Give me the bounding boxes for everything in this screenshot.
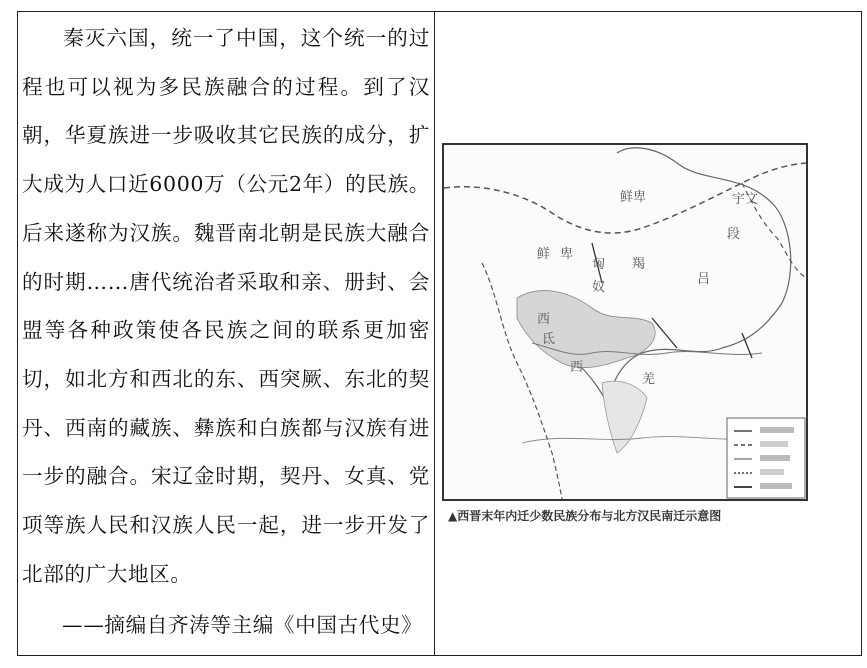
map-label: 羌 [642,372,656,387]
passage-text: 秦灭六国，统一了中国，这个统一的过程也可以视为多民族融合的过程。到了汉朝，华夏族进一步吸收其它民族的成分，扩大成为人口近6000万（公元2年）的民族。后来遂称为汉族。魏晋南北朝是民族大融合的时期……唐代统治者采取和亲、册封、会盟等各种政策使各民族之间的联系更加密切，如北方和西北的东、西突厥、东北的契丹、西南的藏族、彝族和白族都与汉族有进一步的融合。宋辽金时期，契丹、女真、党项等族人民和汉族人民一起，进一步开发了北部的广大地区。 [22,26,430,586]
map-label: 吕 [697,272,711,287]
map-label: 宇文 [732,192,759,207]
legend-swatch [760,427,794,433]
map-label: 段 [727,227,741,242]
source-attribution: ——摘编自齐涛等主编《中国古代史》 [62,613,423,637]
map-label: 卑 [560,247,574,262]
legend-swatch [760,455,790,461]
migration-map [442,143,808,501]
legend-swatch [760,469,784,475]
map-label: 鲜卑 [620,190,647,205]
map-label: 奴 [592,280,606,295]
map-label: 羯 [632,257,646,272]
legend-swatch [760,441,788,447]
map-label: 匈 [592,257,606,272]
map-caption: ▲西晋末年内迁少数民族分布与北方汉民南迁示意图 [448,509,722,523]
map-label: 鲜 [537,247,551,262]
legend-swatch [760,483,792,489]
map-label: 西 [570,360,584,375]
map-label: 氐 [542,332,556,347]
map-label: 西 [537,312,551,327]
passage-column [22,14,430,598]
column-divider [434,11,435,656]
